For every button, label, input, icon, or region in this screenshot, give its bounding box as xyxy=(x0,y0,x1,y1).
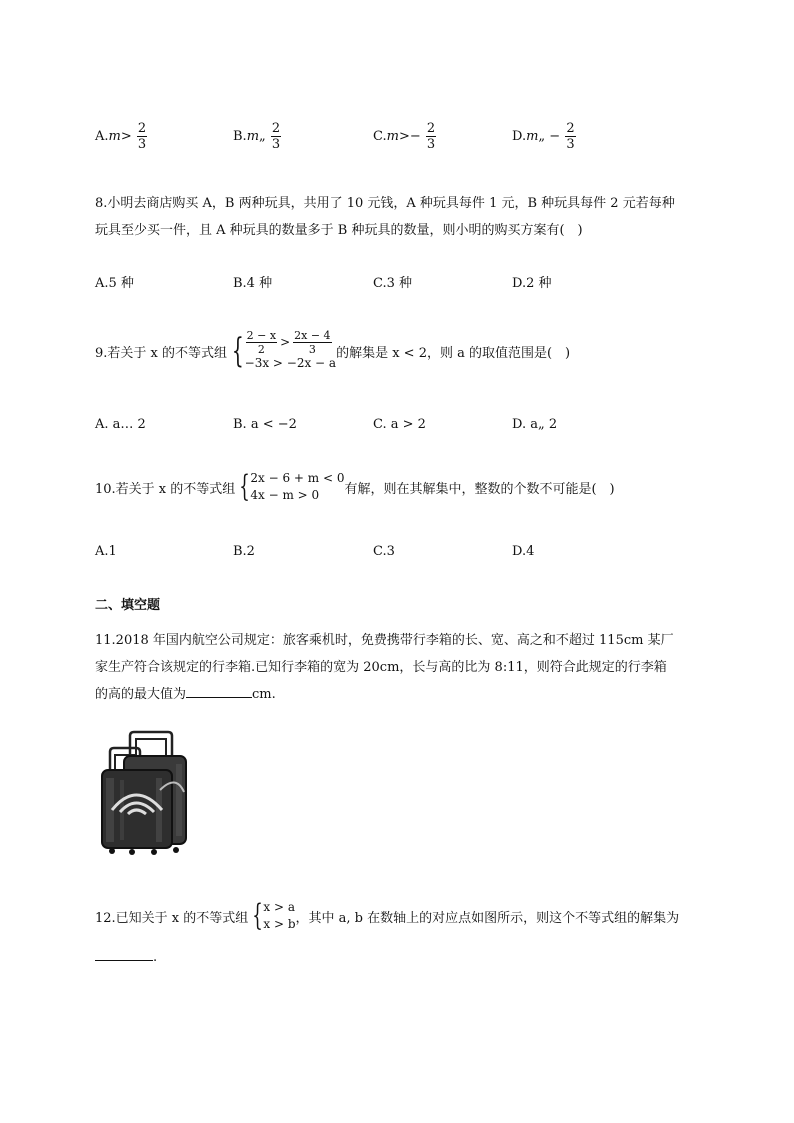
q7-option-b: B.m„ $\frac{2}{3}$ xyxy=(233,121,281,152)
luggage-image xyxy=(96,730,196,856)
q12-answer-line: . xyxy=(95,950,157,965)
q10-option-b: B.2 xyxy=(233,544,255,559)
q9-option-c: C. a > 2 xyxy=(373,417,426,432)
q11-line-2: 家生产符合该规定的行李箱.已知行李箱的宽为 20cm，长与高的比为 8:11，则符合此规定的行李箱 xyxy=(95,660,667,675)
q11-answer-blank[interactable] xyxy=(186,697,252,698)
q10-stem xyxy=(95,465,615,509)
brace-icon: { xyxy=(239,469,251,504)
q9-option-a: A. a… 2 xyxy=(95,417,146,432)
q7-option-a: A.m> $\frac{2}{3}$ xyxy=(95,121,147,152)
q9-option-b: B. a < −2 xyxy=(233,417,297,432)
q7-option-c: C.m>− $\frac{2}{3}$ xyxy=(373,121,436,152)
q12-stem xyxy=(95,896,679,936)
q8-option-d: D.2 种 xyxy=(512,276,552,291)
brace-icon: { xyxy=(231,330,244,371)
q10-prefix: 10.若关于 x 的不等式组 xyxy=(95,481,236,497)
q11-line-3: 的高的最大值为 cm. xyxy=(95,687,276,702)
q10-inequality-system: { 2x − 6 + m < 0 4x − m > 0 xyxy=(239,469,345,504)
q12-inequality-system: { x > a x > b xyxy=(252,898,296,933)
q8-line-2: 玩具至少买一件，且 A 种玩具的数量多于 B 种玩具的数量，则小明的购买方案有( ) xyxy=(95,223,583,238)
q9-prefix: 9.若关于 x 的不等式组 xyxy=(95,345,227,361)
q8-option-b: B.4 种 xyxy=(233,276,273,291)
q8-option-a: A.5 种 xyxy=(95,276,134,291)
q12-answer-blank[interactable] xyxy=(95,960,153,961)
q11-line-1: 11.2018 年国内航空公司规定：旅客乘机时，免费携带行李箱的长、宽、高之和不超过 115cm 某厂 xyxy=(95,633,674,648)
q8-option-c: C.3 种 xyxy=(373,276,413,291)
q10-option-d: D.4 xyxy=(512,544,535,559)
q9-option-d: D. a„ 2 xyxy=(512,417,558,432)
q10-option-c: C.3 xyxy=(373,544,395,559)
section-title-fill-in: 二、填空题 xyxy=(95,598,161,613)
q12-prefix: 12.已知关于 x 的不等式组 xyxy=(95,910,249,926)
q10-option-a: A.1 xyxy=(95,544,117,559)
q7-option-d: D.m„ − $\frac{2}{3}$ xyxy=(512,121,575,152)
q12-suffix: ，其中 a, b 在数轴上的对应点如图所示，则这个不等式组的解集为 xyxy=(295,910,680,926)
brace-icon: { xyxy=(252,898,264,933)
q8-line-1: 8.小明去商店购买 A，B 两种玩具，共用了 10 元钱，A 种玩具每件 1 元，B 种玩具每件 2 元若每种 xyxy=(95,196,675,211)
q9-suffix: 的解集是 x < 2，则 a 的取值范围是( ) xyxy=(336,345,571,361)
q10-suffix: 有解，则在其解集中，整数的个数不可能是( ) xyxy=(344,481,615,497)
q9-stem xyxy=(95,325,570,377)
q9-inequality-system: { $\frac{2 - x}{2}$ > $\frac{2x - 4}{3}$ −3x > −2x − a xyxy=(231,328,337,371)
